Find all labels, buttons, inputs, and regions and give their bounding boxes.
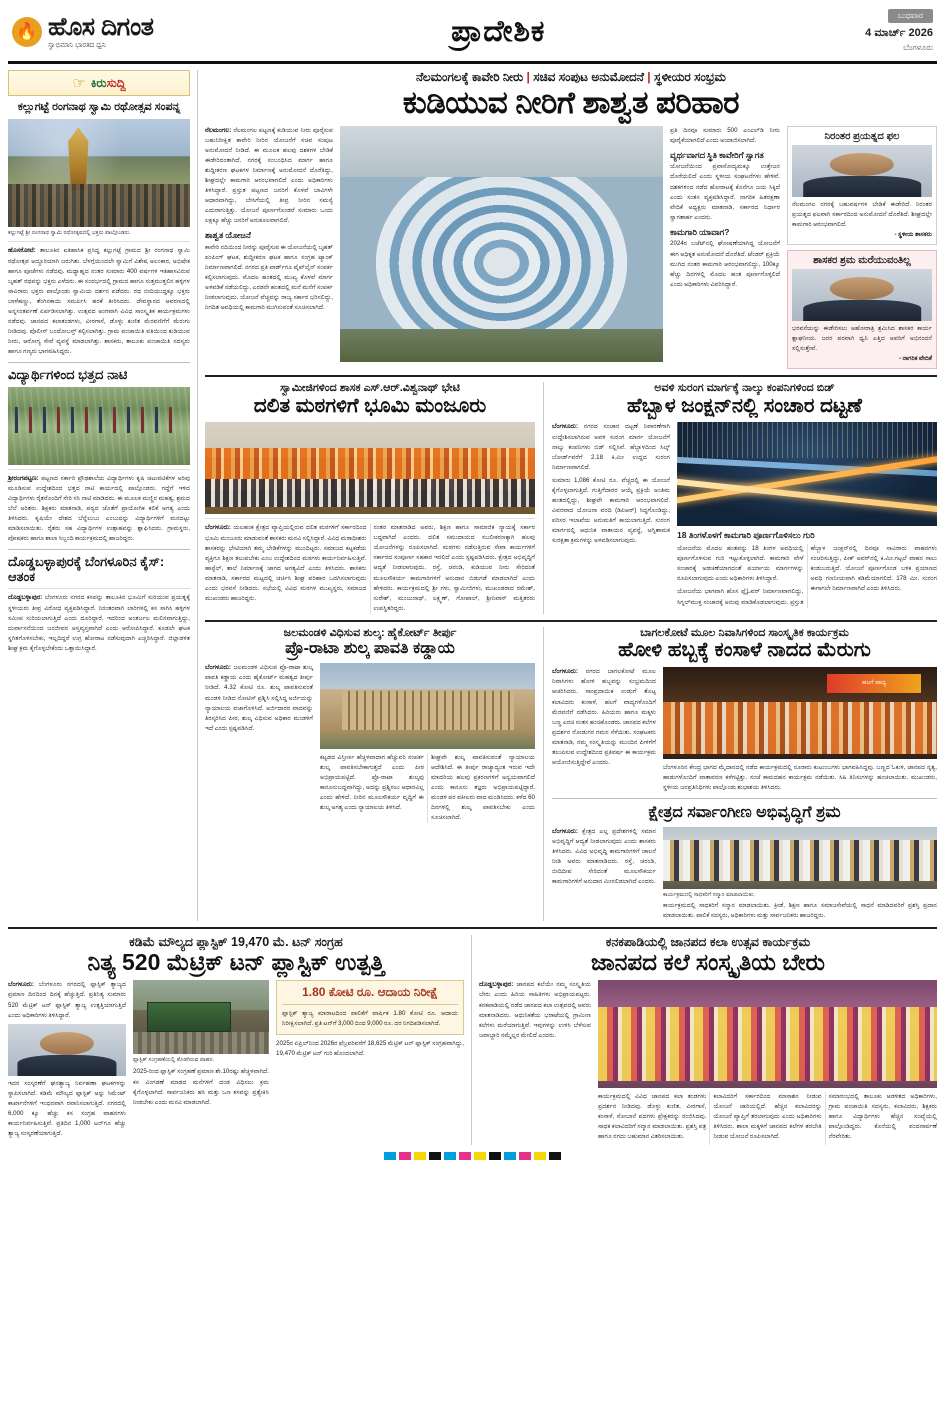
sidebar-story-paddy-headline: ವಿದ್ಯಾರ್ಥಿಗಳಿಂದ ಭತ್ತದ ನಾಟಿ [8,366,128,382]
kirusuddi-label-1: ಕಿರು [90,75,107,90]
truck-photo-caption: ಪ್ಲಾಸ್ಟಿಕ್ ಸಂಗ್ರಹಣೆಯಲ್ಲಿ ತೊಡಗಿರುವ ವಾಹನ. [133,1057,215,1064]
sidebar-story-paddy-body [8,474,190,545]
dateline: ಬೆಂಗಳೂರು: [552,827,578,835]
body-copy-3: ಕಲಾವಿದರಿಗೆ ಸರ್ಕಾರದಿಂದ ಮಾಸಾಶನ ನೀಡುವ ಯೋಜನೆ ಜಾರಿಯಲ್ಲಿದೆ. ಹೆಚ್ಚಿನ ಕಲಾವಿದರನ್ನು ಯೋಜನೆ ವ್ಯಾಪ್ತಿಗೆ ತರಲಾಗುವುದು ಎಂದು ಅಧಿಕಾರಿಗಳು ತಿಳಿಸಿದರು. ಶಾಲಾ ಮಕ್ಕಳಿಗೆ ಜಾನಪದ ಕಲೆಗಳ ತರಬೇತಿ ನೀಡುವ ಯೋಜನೆ ರೂಪಿಸಲಾಗಿದೆ. [713,1093,822,1141]
story-court [205,627,535,922]
temple-photo-caption: ಕಲ್ಲುಗಟ್ಟೆ ಶ್ರೀ ರಂಗನಾಥ ಸ್ವಾಮಿ ರಥೋತ್ಸವದಲ್ಲಿ ಭಕ್ತರು ಪಾಲ್ಗೊಂಡರು. [8,229,131,236]
body-copy-2: ಕಾವೇರಿ ನದಿಯಿಂದ ನೀರನ್ನು ಪೂರೈಸುವ ಈ ಯೋಜನೆಯಲ್ಲಿ ಬೃಹತ್ ಪಂಪಿಂಗ್ ಘಟಕ, ಶುದ್ಧೀಕರಣ ಘಟಕ ಹಾಗೂ ಸಂಗ್ರಹ ಟ್ಯಾಂಕ್ ನಿರ್ಮಾಣವಾಗಲಿದೆ. ನಗರದ ಪ್ರತಿ ವಾರ್ಡ್‌ಗೂ ಪೈಪ್‌ಲೈನ್ ಸಂಪರ್ಕ ಕಲ್ಪಿಸಲಾಗುವುದು. ಮೊದಲ ಹಂತದಲ್ಲಿ ಮುಖ್ಯ ಕೊಳವೆ ಮಾರ್ಗ ಅಳವಡಿಕೆ ನಡೆಯಲಿದ್ದು, ಎರಡನೇ ಹಂತದಲ್ಲಿ ಮನೆ ಮನೆಗೆ ಸಂಪರ್ಕ ನೀಡಲಾಗುವುದು. ಯೋಜನೆ ವೆಚ್ಚವನ್ನು ರಾಜ್ಯ ಸರ್ಕಾರ ಭರಿಸಲಿದ್ದು, ನಿಗದಿತ ಅವಧಿಯಲ್ಲಿ ಕಾಮಗಾರಿ ಮುಗಿಸುವಂತೆ ಸೂಚಿಸಲಾಗಿದೆ. [205,244,333,312]
story-plastic-col-1 [8,980,126,1139]
weekday-badge: ಬುಧವಾರ [888,9,933,23]
stage-banner-text: ಹಲಗೆ ವಾದ್ಯ [827,674,920,692]
lead-subhead-3: ಕಾಮಗಾರಿ ಯಾವಾಗ? [670,226,730,237]
story-dalit [205,382,535,614]
expert-portrait-photo [8,1024,126,1076]
masthead [8,6,937,64]
flame-logo-icon: 🔥 [12,17,42,47]
leader-portrait-photo [792,269,932,321]
second-row [205,382,937,614]
swamijis-group-photo [205,422,535,514]
registration-color-chip [504,1152,516,1160]
official-portrait-photo [792,145,932,197]
story-holi-wrap [552,627,937,922]
main-content [205,70,937,921]
story-kshetra-kicker: ಕ್ಷೇತ್ರದ ಸರ್ವಾಂಗೀಣ ಅಭಿವೃದ್ಧಿಗೆ ಶ್ರಮ [648,804,841,822]
story-flyover-photo-block [677,422,937,607]
newspaper-tagline: ಸ್ವಾಭಿಮಾನಿ ಭಾರತದ ಧ್ವನಿ [48,41,106,49]
kirusuddi-banner [8,70,190,96]
story-plastic-kicker: ಕಡಿಮೆ ಮೌಲ್ಯದ ಪ್ಲಾಸ್ಟಿಕ್ 19,470 ಮೆ. ಟನ್ ಸಂಗ್ರಹ [129,935,343,950]
story-court-headline: ಪ್ರೊ-ರಾಟಾ ಶುಲ್ಕ ಪಾವತಿ ಕಡ್ಡಾಯ [285,640,455,658]
body-copy-2: ಕಾರ್ಯಕ್ರಮದಲ್ಲಿ ವಿವಿಧ ಜಾನಪದ ಕಲಾ ತಂಡಗಳು ಪ್ರದರ್ಶನ ನೀಡಿದವು. ಡೊಳ್ಳು ಕುಣಿತ, ವೀರಗಾಸೆ, ಕಂಸಾಳೆ, ಸೋಬಾನೆ ಪದಗಳು ಪ್ರೇಕ್ಷಕರನ್ನು ರಂಜಿಸಿದವು. ಸಾಧಕ ಕಲಾವಿದರಿಗೆ ಸನ್ಮಾನ ಮಾಡಲಾಯಿತು. ಪ್ರಶಸ್ತಿ ಪತ್ರ ಹಾಗೂ ನಗದು ಬಹುಮಾನ ವಿತರಿಸಲಾಯಿತು. [598,1093,707,1141]
story-holi-col-2: ಬೆಂಗಳೂರಿನ ಕೇಂದ್ರ ಭಾಗದ ಮೈದಾನದಲ್ಲಿ ನಡೆದ ಕಾರ್ಯಕ್ರಮದಲ್ಲಿ ನೂರಾರು ಕುಟುಂಬಗಳು ಭಾಗವಹಿಸಿದ್ದವು. ಬಣ್ಣದ ಓಕುಳಿ, ಜಾನಪದ ನೃತ್ಯ, ಹಾಡುಗಳೊಂದಿಗೆ ವಾತಾವರಣ ಕಳೆಗಟ್ಟಿತ್ತು. ಸಂಜೆ ಕಾಮದಹನ ಕಾರ್ಯಕ್ರಮ ನಡೆಯಿತು. ಸಿಹಿ ತಿನಿಸುಗಳನ್ನು ಹಂಚಲಾಯಿತು. ಮುಖಂಡರು, ಸ್ಥಳೀಯ ಜನಪ್ರತಿನಿಧಿಗಳು ಪಾಲ್ಗೊಂಡು ಶುಭಾಶಯ ತಿಳಿಸಿದರು. [663,764,937,792]
dateline: ನೆಲಮಂಗಲ: [205,126,232,134]
lead-col-1 [205,126,333,369]
registration-color-chip [489,1152,501,1160]
eyebrow-item-2: ಸಚಿವ ಸಂಪುಟ ಅನುಮೋದನೆ [533,70,644,84]
registration-color-chip [384,1152,396,1160]
body-copy-3: ಶೀಘ್ರವೇ ಶುಲ್ಕ ಪಾವತಿಸುವಂತೆ ನ್ಯಾಯಾಲಯ ಆದೇಶಿಸಿದೆ. ಈ ತೀರ್ಪು ರಾಜ್ಯಾದ್ಯಂತ ಇರುವ ಇದೇ ಮಾದರಿಯ ಹಲವು ಪ್ರಕರಣಗಳಿಗೆ ಅನ್ವಯವಾಗಲಿದೆ ಎಂದು ಕಾನೂನು ತಜ್ಞರು ಅಭಿಪ್ರಾಯಪಟ್ಟಿದ್ದಾರೆ. ಮಂಡಳಿ ಪರ ವಕೀಲರು ವಾದ ಮಂಡಿಸಿದರು. ಕಳೆದ 60 ದಿನಗಳಲ್ಲಿ ಶುಲ್ಕ ಪಾವತಿಸಬೇಕು ಎಂದು ಸೂಚಿಸಲಾಗಿದೆ. [431,754,535,822]
temple-chariot-photo [8,119,190,227]
body-copy-2: ನಂತರ ಮಾತನಾಡಿದ ಅವರು, ಶಿಕ್ಷಣ ಹಾಗೂ ಸಾಮಾಜಿಕ ನ್ಯಾಯಕ್ಕೆ ಸರ್ಕಾರ ಬದ್ಧವಾಗಿದೆ ಎಂದರು. ದಲಿತ ಸಮುದಾಯದ ಸಬಲೀಕರಣಕ್ಕಾಗಿ ಹಲವು ಯೋಜನೆಗಳನ್ನು ರೂಪಿಸಲಾಗಿದೆ. ಮಠಗಳು ನಡೆಸುತ್ತಿರುವ ಸೇವಾ ಕಾರ್ಯಗಳಿಗೆ ಸರ್ಕಾರದ ಸಂಪೂರ್ಣ ಸಹಕಾರ ಇರಲಿದೆ ಎಂದು ಸ್ಪಷ್ಟಪಡಿಸಿದರು. ಕ್ಷೇತ್ರದ ಅಭಿವೃದ್ಧಿಗೆ ಆದ್ಯತೆ ನೀಡಲಾಗುವುದು. ರಸ್ತೆ, ಚರಂಡಿ, ಕುಡಿಯುವ ನೀರು ಸೇರಿದಂತೆ ಮೂಲಸೌಕರ್ಯ ಕಾಮಗಾರಿಗಳಿಗೆ ಅನುದಾನ ಬಿಡುಗಡೆ ಮಾಡಲಾಗಿದೆ ಎಂದು ಹೇಳಿದರು. ಕಾರ್ಯಕ್ರಮದಲ್ಲಿ ಶ್ರೀ ಗಳು, ಸ್ವಾಮೀಜಿಗಳು, ಮುಖಂಡರಾದ ರಮೇಶ್, ಸುರೇಶ್, ಮಂಜುನಾಥ್, ಲಕ್ಷ್ಮಣ್, ಗೋಪಾಲ್, ಶ್ರೀನಿವಾಸ್ ಮತ್ತಿತರರು ಉಪಸ್ಥಿತರಿದ್ದರು. [373,524,535,612]
page-main-grid [8,70,937,921]
dateline: ಬೆಂಗಳೂರು: [205,524,231,532]
revenue-inset-title: 1.80 ಕೋಟಿ ರೂ. ಆದಾಯ ನಿರೀಕ್ಷೆ [302,985,438,1000]
registration-color-chip [549,1152,561,1160]
story-dalit-body [205,523,535,613]
sidebar-story-temple [8,101,190,357]
body-copy-4: ಸಮಾರಂಭದಲ್ಲಿ ತಾಲೂಕು ಆಡಳಿತದ ಅಧಿಕಾರಿಗಳು, ಗ್ರಾಮ ಪಂಚಾಯಿತಿ ಸದಸ್ಯರು, ಕಲಾವಿದರು, ಶಿಕ್ಷಕರು ಹಾಗೂ ವಿದ್ಯಾರ್ಥಿಗಳು ಹೆಚ್ಚಿನ ಸಂಖ್ಯೆಯಲ್ಲಿ ಪಾಲ್ಗೊಂಡಿದ್ದರು. ಕೊನೆಯಲ್ಲಿ ವಂದನಾರ್ಪಣೆ ನೆರವೇರಿತು. [828,1093,937,1141]
story-janapada-headline: ಜಾನಪದ ಕಲೆ ಸಂಸ್ಕೃತಿಯ ಬೇರು [591,949,825,976]
issue-date: 4 ಮಾರ್ಚ್ 2026 [865,27,933,40]
body-copy-1b: ಸುಮಾರು 1,086 ಕೋಟಿ ರೂ. ವೆಚ್ಚದಲ್ಲಿ ಈ ಯೋಜನೆ ಕೈಗೊಳ್ಳಲಾಗುತ್ತಿದೆ. ಗುತ್ತಿಗೆದಾರರ ಆಯ್ಕೆ ಪ್ರಕ್ರಿಯೆ ಅಂತಿಮ ಹಂತದಲ್ಲಿದ್ದು, ಶೀಘ್ರವೇ ಕಾಮಗಾರಿ ಆರಂಭವಾಗಲಿದೆ. ವಿವರವಾದ ಯೋಜನಾ ವರದಿ (ಡಿಪಿಆರ್) ಸಿದ್ಧಗೊಂಡಿದ್ದು, ಪರಿಸರ ಇಲಾಖೆಯ ಅನುಮತಿಗೆ ಕಾಯಲಾಗುತ್ತಿದೆ. ಸುರಂಗ ಮಾರ್ಗದಲ್ಲಿ ಆಧುನಿಕ ವಾತಾಯನ ವ್ಯವಸ್ಥೆ, ಅಗ್ನಿಶಾಮಕ ಸುರಕ್ಷತಾ ಕ್ರಮಗಳನ್ನು ಅಳವಡಿಸಲಾಗುವುದು. [552,476,670,545]
quote-box-official-byline: - ಸ್ಥಳೀಯ ಶಾಸಕರು [894,230,932,238]
print-registration-bars [8,1152,937,1160]
story-holi-kicker: ಬಾಗಲಕೋಟೆ ಮೂಲ ನಿವಾಸಿಗಳಿಂದ ಸಾಂಸ್ಕೃತಿಕ ಕಾರ್ಯಕ್ರಮ [640,626,849,639]
body-copy: ನೆಲಮಂಗಲ ಪಟ್ಟಣಕ್ಕೆ ಕುಡಿಯುವ ನೀರು ಪೂರೈಸುವ ಬಹುನಿರೀಕ್ಷಿತ ಕಾವೇರಿ ನೀರಿನ ಯೋಜನೆಗೆ ಸಚಿವ ಸಂಪುಟ ಅನುಮೋದನೆ ನೀಡಿದೆ. ಈ ಮೂಲಕ ಹಲವು ದಶಕಗಳ ಬೇಡಿಕೆ ಈಡೇರಿದಂತಾಗಿದೆ. ನಗರಕ್ಕೆ ಸಂಬಂಧಿಸಿದ ಮಾರ್ಗ ಹಾಗೂ ಶುದ್ಧೀಕರಣ ಘಟಕಗಳ ನಿರ್ಮಾಣಕ್ಕೆ ಅನುಮೋದನೆ ದೊರೆತಿದ್ದು, ಶೀಘ್ರದಲ್ಲೇ ಕಾಮಗಾರಿ ಆರಂಭವಾಗಲಿದೆ ಎಂದು ಅಧಿಕಾರಿಗಳು ತಿಳಿಸಿದ್ದಾರೆ. ಪ್ರಸ್ತುತ ಪಟ್ಟಣದ ಜನರಿಗೆ ಕೊಳವೆ ಬಾವಿಗಳೇ ಆಧಾರವಾಗಿದ್ದು, ಬೇಸಿಗೆಯಲ್ಲಿ ತೀವ್ರ ನೀರಿನ ಸಮಸ್ಯೆ ಎದುರಾಗುತ್ತಿತ್ತು. ಯೋಜನೆ ಪೂರ್ಣಗೊಂಡರೆ ಸುಮಾರು ಒಂದು ಲಕ್ಷಕ್ಕೂ ಹೆಚ್ಚು ಜನರಿಗೆ ಅನುಕೂಲವಾಗಲಿದೆ. [205,126,334,225]
dateline: ಬೆಂಗಳೂರು: [552,423,578,431]
dateline: ಹೊಸಕೋಟೆ: [8,247,36,255]
holi-stage-program-photo [663,667,937,759]
quote-box-leader-title: ಶಾಸಕರ ಶ್ರಮ ಮರೆಯುವಂತಿಲ್ಲ [813,254,911,266]
registration-color-chip [444,1152,456,1160]
dateline: ಶ್ರೀರಂಗಪಟ್ಟಣ: [8,474,39,482]
quote-box-leader-text: ಭರವಸೆಯನ್ನು ಈಡೇರಿಸಲು ಅಹೋರಾತ್ರಿ ಶ್ರಮಿಸಿದ ಶಾಸಕರ ಕಾರ್ಯ ಶ್ಲಾಘನೀಯ. ಜನರ ಪರವಾಗಿ ಧ್ವನಿ ಎತ್ತಿದ ಅವರಿಗೆ ಅಭಿನಂದನೆ ಸಲ್ಲಿಸುತ್ತೇವೆ. [792,324,932,352]
revenue-inset-box [276,980,464,1035]
body-copy-2: ಯೋಜನೆಯ ಮೊದಲ ಹಂತವನ್ನು 18 ತಿಂಗಳ ಅವಧಿಯಲ್ಲಿ ಪೂರ್ಣಗೊಳಿಸುವ ಗುರಿ ಇಟ್ಟುಕೊಳ್ಳಲಾಗಿದೆ. ಕಾಮಗಾರಿ ವೇಳೆ ಸಂಚಾರಕ್ಕೆ ಅಡಚಣೆಯಾಗದಂತೆ ಪರ್ಯಾಯ ಮಾರ್ಗಗಳನ್ನು ರೂಪಿಸಲಾಗುವುದು ಎಂದು ಅಧಿಕಾರಿಗಳು ತಿಳಿಸಿದ್ದಾರೆ. [677,545,804,583]
quote-box-official-title: ನಿರಂತರ ಪ್ರಯತ್ನದ ಫಲ [824,130,900,142]
story-flyover-headline: ಹೆಬ್ಬಾಳ ಜಂಕ್ಷನ್‌ನಲ್ಲಿ ಸಂಚಾರ ದಟ್ಟಣೆ [627,394,862,417]
registration-color-chip [474,1152,486,1160]
story-dalit-kicker: ಸ್ವಾಮೀಜಿಗಳಿಂದ ಶಾಸಕ ಎಸ್.ಆರ್.ವಿಶ್ವನಾಥ್ ಭೇಟಿ [280,381,460,394]
body-copy-1: ಬೆಂಗಳೂರು ನಗರದಲ್ಲಿ ಪ್ಲಾಸ್ಟಿಕ್ ತ್ಯಾಜ್ಯದ ಪ್ರಮಾಣ ದಿನದಿಂದ ದಿನಕ್ಕೆ ಹೆಚ್ಚುತ್ತಿದೆ. ಪ್ರತಿನಿತ್ಯ ಸುಮಾರು 520 ಮೆಟ್ರಿಕ್ ಟನ್ ಪ್ಲಾಸ್ಟಿಕ್ ತ್ಯಾಜ್ಯ ಉತ್ಪತ್ತಿಯಾಗುತ್ತಿದೆ ಎಂದು ಅಧಿಕಾರಿಗಳು ತಿಳಿಸಿದ್ದಾರೆ. [8,981,126,1019]
body-copy: ಪಟ್ಟಣದ ಸರ್ಕಾರಿ ಪ್ರೌಢಶಾಲೆಯ ವಿದ್ಯಾರ್ಥಿಗಳು ಕೃಷಿ ಚಟುವಟಿಕೆಗಳ ಅರಿವು ಮೂಡಿಸುವ ಉದ್ದೇಶದಿಂದ ಭತ್ತದ ನಾಟಿ ಕಾರ್ಯದಲ್ಲಿ ಪಾಲ್ಗೊಂಡರು. ಗದ್ದೆಗೆ ಇಳಿದ ವಿದ್ಯಾರ್ಥಿಗಳು ರೈತರೊಂದಿಗೆ ಸೇರಿ ಸಸಿ ನಾಟಿ ಮಾಡಿದರು. ಈ ಮೂಲಕ ಮಣ್ಣಿನ ಮಹತ್ವ, ಶ್ರಮದ ಬೆಲೆ ಅರಿತರು. ಶಿಕ್ಷಕರು ಮಾತನಾಡಿ, ಪಠ್ಯದ ಜೊತೆಗೆ ಪ್ರಾಯೋಗಿಕ ಕಲಿಕೆ ಅಗತ್ಯ ಎಂದು ತಿಳಿಸಿದರು. ಕೃಷಿಯೇ ದೇಶದ ಬೆನ್ನೆಲುಬು ಎಂಬುದನ್ನು ವಿದ್ಯಾರ್ಥಿಗಳಿಗೆ ಮನದಟ್ಟು ಮಾಡಿಸಲಾಯಿತು. ರೈತರು ಸಹ ವಿದ್ಯಾರ್ಥಿಗಳ ಉತ್ಸಾಹವನ್ನು ಶ್ಲಾಘಿಸಿದರು. ಗ್ರಾಮಸ್ಥರು, ಪೋಷಕರು ಹಾಗೂ ಶಾಲಾ ಸಿಬ್ಬಂದಿ ಕಾರ್ಯಕ್ರಮದಲ್ಲಿ ಹಾಜರಿದ್ದರು. [8,474,190,543]
body-copy-3: ಯೋಜನೆಯ ಭಾಗವಾಗಿ ಹೊಸ ಫ್ಲೈಓವರ್ ನಿರ್ಮಾಣವಾಗಲಿದ್ದು, ಸಿಗ್ನಲ್‌ಮುಕ್ತ ಸಂಚಾರಕ್ಕೆ ಅನುವು ಮಾಡಿಕೊಡಲಾಗುವುದು. ಪ್ರಸ್ತುತ ಹೆಬ್ಬಾಳ ಜಂಕ್ಷನ್‌ನಲ್ಲಿ ದಿನವೂ ಸಾವಿರಾರು ವಾಹನಗಳು ಸಂಚರಿಸುತ್ತಿದ್ದು, ಪೀಕ್ ಅವರ್‌ನಲ್ಲಿ ಕಿ.ಮೀ.ಗಟ್ಟಲೆ ವಾಹನ ಸಾಲು ಕಂಡುಬರುತ್ತಿದೆ. ಯೋಜನೆ ಪೂರ್ಣಗೊಂಡ ಬಳಿಕ ಪ್ರಯಾಣದ ಅವಧಿ ಗಣನೀಯವಾಗಿ ಕಡಿಮೆಯಾಗಲಿದೆ. 178 ಮೀ. ಸುರಂಗ ಈಗಾಗಲೇ ನಿರ್ಮಾಣವಾಗಿದೆ ಎಂದು ತಿಳಿಸಿದರು. [677,545,937,606]
dateline: ಬೆಂಗಳೂರು: [8,981,34,989]
story-holi-col-1 [552,667,656,793]
water-treatment-plant-photo [340,126,663,362]
newspaper-title: ಹೊಸ ದಿಗಂತ [48,12,154,41]
pointing-hand-icon: ☞ [72,75,86,92]
body-copy: ತಾಲೂಕಿನ ಐತಿಹಾಸಿಕ ಪ್ರಸಿದ್ಧ ಕಲ್ಲುಗಟ್ಟೆ ಗ್ರಾಮದ ಶ್ರೀ ರಂಗನಾಥ ಸ್ವಾಮಿ ರಥೋತ್ಸವ ಅದ್ಧೂರಿಯಾಗಿ ಜರುಗಿತು. ಬೆಳಗ್ಗೆಯಿಂದಲೇ ಸ್ವಾಮಿಗೆ ವಿಶೇಷ ಅಲಂಕಾರ, ಅಭಿಷೇಕ ಹಾಗೂ ಪೂಜೆಗಳು ನಡೆದವು. ಮಧ್ಯಾಹ್ನದ ನಂತರ ಸುಮಾರು 400 ವರ್ಷಗಳ ಇತಿಹಾಸವಿರುವ ಬೃಹತ್ ರಥವನ್ನು ಭಕ್ತರು ಎಳೆದರು. ಈ ಸಂದರ್ಭದಲ್ಲಿ ಗ್ರಾಮದ ಹಾಗೂ ಸುತ್ತಮುತ್ತಲಿನ ಹಳ್ಳಿಗಳ ಸಾವಿರಾರು ಭಕ್ತರು ಪಾಲ್ಗೊಂಡು ಸ್ವಾಮಿಯ ದರ್ಶನ ಪಡೆದರು. ರಥ ಬೀದಿಯುದ್ದಕ್ಕೂ ಭಕ್ತರು ಬಾಳೆಹಣ್ಣು, ತೆಂಗಿನಕಾಯಿ ಸಮರ್ಪಿಸಿ ಹರಕೆ ತೀರಿಸಿದರು. ದೇವಸ್ಥಾನದ ಆವರಣದಲ್ಲಿ ಅನ್ನಸಂತರ್ಪಣೆ ಏರ್ಪಡಿಸಲಾಗಿತ್ತು. ಉತ್ಸವದ ಅಂಗವಾಗಿ ವಿವಿಧ ಸಾಂಸ್ಕೃತಿಕ ಕಾರ್ಯಕ್ರಮಗಳು ನಡೆದವು. ಜಾನಪದ ಕಲಾತಂಡಗಳು, ವೀರಗಾಸೆ, ಡೊಳ್ಳು ಕುಣಿತ ಮೆರವಣಿಗೆಗೆ ಮೆರುಗು ನೀಡಿದವು. ಪೊಲೀಸ್ ಬಂದೋಬಸ್ತ್ ಕಲ್ಪಿಸಲಾಗಿತ್ತು. ಗ್ರಾಮ ಪಂಚಾಯಿತಿ ವತಿಯಿಂದ ಕುಡಿಯುವ ನೀರು, ಆರೋಗ್ಯ ಸೇವೆ ವ್ಯವಸ್ಥೆ ಮಾಡಲಾಗಿತ್ತು. ಶಾಸಕರು, ತಾಲೂಕು ಪಂಚಾಯಿತಿ ಸದಸ್ಯರು ಹಾಗೂ ಗಣ್ಯರು ಭಾಗವಹಿಸಿದ್ದರು. [8,247,191,355]
dateline: ದೊಡ್ಡಬಳ್ಳಾಪುರ: [8,594,43,602]
story-janapada-kicker: ಕನಕಪಾಡಿಯಲ್ಲಿ ಜಾನಪದ ಕಲಾ ಉತ್ಸವ ಕಾರ್ಯಕ್ರಮ [605,935,811,950]
paddy-planting-photo [8,387,190,465]
dateline: ಬೆಂಗಳೂರು: [205,664,231,672]
sidebar-story-garbage-headline: ದೊಡ್ಡಬಳ್ಳಾಪುರಕ್ಕೆ ಬೆಂಗಳೂರಿನ ಕೈಸ್: ಆತಂಕ [8,554,165,584]
folk-art-award-photo [598,980,937,1088]
registration-color-chip [459,1152,471,1160]
quote-box-leader [787,250,937,369]
lead-story-eyebrow: ನೆಲಮಂಗಲಕ್ಕೆ ಕಾವೇರಿ ನೀರು | ಸಚಿವ ಸಂಪುಟ ಅನುಮೋದನೆ | ಸ್ಥಳೀಯರ ಸಂಭ್ರಮ [416,70,726,84]
award-photo-caption: ಕಾರ್ಯಕ್ರಮದಲ್ಲಿ ಸಾಧಕರಿಗೆ ಸನ್ಮಾನ ಮಾಡಲಾಯಿತು. [663,891,755,898]
story-court-col-1 [205,663,313,823]
story-flyover-col-1 [552,422,670,607]
sidebar-story-temple-headline: ಕಲ್ಲುಗಟ್ಟೆ ರಂಗನಾಥ ಸ್ವಾಮಿ ರಥೋತ್ಸವ ಸಂಪನ್ನ [17,101,181,113]
registration-color-chip [519,1152,531,1160]
story-court-kicker: ಜಲಮಂಡಳಿ ವಿಧಿಸುವ ಶುಲ್ಕ: ಹೈಕೋರ್ಟ್ ತೀರ್ಪು [283,626,457,639]
body-copy-1: ಯಲಹಂಕ ಕ್ಷೇತ್ರದ ವ್ಯಾಪ್ತಿಯಲ್ಲಿರುವ ದಲಿತ ಮಠಗಳಿಗೆ ಸರ್ಕಾರದಿಂದ ಭೂಮಿ ಮಂಜೂರು ಮಾಡುವಂತೆ ಶಾಸಕರು ಮನವಿ ಸಲ್ಲಿಸಿದ್ದಾರೆ. ವಿವಿಧ ಮಠಾಧೀಶರು ಶಾಸಕರನ್ನು ಭೇಟಿಯಾಗಿ ತಮ್ಮ ಬೇಡಿಕೆಗಳನ್ನು ಮುಂದಿಟ್ಟರು. ಸಮಾಜದ ಕಟ್ಟಕಡೆಯ ವ್ಯಕ್ತಿಗೂ ಶಿಕ್ಷಣ ತಲುಪಬೇಕು ಎಂಬ ಉದ್ದೇಶದಿಂದ ಮಠಗಳು ಕಾರ್ಯನಿರ್ವಹಿಸುತ್ತಿವೆ. ಹಾಸ್ಟೆಲ್, ಶಾಲೆ ನಿರ್ಮಾಣಕ್ಕೆ ಜಾಗದ ಅಗತ್ಯವಿದೆ ಎಂದು ತಿಳಿಸಿದರು. ಶಾಸಕರು ಮಾತನಾಡಿ, ಸರ್ಕಾರದ ಮಟ್ಟದಲ್ಲಿ ಚರ್ಚಿಸಿ ಶೀಘ್ರ ಪರಿಹಾರ ಒದಗಿಸಲಾಗುವುದು ಎಂದು ಭರವಸೆ ನೀಡಿದರು. ಸಭೆಯಲ್ಲಿ ವಿವಿಧ ಮಠಗಳ ಮುಖ್ಯಸ್ಥರು, ಸಮಾಜದ ಮುಖಂಡರು ಹಾಜರಿದ್ದರು. [205,524,367,602]
quote-box-official [787,126,937,245]
lead-story [205,70,937,369]
left-sidebar [8,70,190,921]
newspaper-logo[interactable] [12,12,154,49]
story-plastic-headline: ನಿತ್ಯ 520 ಮೆಟ್ರಿಕ್ ಟನ್ ಪ್ಲಾಸ್ಟಿಕ್ ಉತ್ಪತ್ತಿ [87,949,385,976]
sidebar-story-garbage [8,555,190,654]
story-dalit-headline: ದಲಿತ ಮಠಗಳಿಗೆ ಭೂಮಿ ಮಂಜೂರು [253,394,487,417]
sidebar-story-garbage-body [8,593,190,654]
story-kshetra-col-1 [552,827,656,921]
lead-story-headline: ಕುಡಿಯುವ ನೀರಿಗೆ ಶಾಶ್ವತ ಪರಿಹಾರ [402,85,740,120]
story-kshetra-col-2: ಕಾರ್ಯಕ್ರಮದಲ್ಲಿ ಸಾಧಕರಿಗೆ ಸನ್ಮಾನ ಮಾಡಲಾಯಿತು. ಕ್ರೀಡೆ, ಶಿಕ್ಷಣ ಹಾಗೂ ಸಮಾಜಸೇವೆಯಲ್ಲಿ ಸಾಧನೆ ಮಾಡಿದವರಿಗೆ ಪ್ರಶಸ್ತಿ ಪ್ರದಾನ ಮಾಡಲಾಯಿತು. ಪಾಲಿಕೆ ಸದಸ್ಯರು, ಅಧಿಕಾರಿಗಳು ಮತ್ತು ಸಾರ್ವಜನಿಕರು ಹಾಜರಿದ್ದರು. [663,902,937,920]
bottom-row [8,935,937,1145]
story-holi-headline: ಹೋಳಿ ಹಬ್ಬಕ್ಕೆ ಕಂಸಾಳೆ ನಾದದ ಮೆರುಗು [618,639,871,662]
registration-color-chip [429,1152,441,1160]
body-copy-1: ಕ್ಷೇತ್ರದ ಎಲ್ಲ ಪ್ರದೇಶಗಳಲ್ಲಿ ಸಮಾನ ಅಭಿವೃದ್ಧಿಗೆ ಆದ್ಯತೆ ನೀಡಲಾಗುವುದು ಎಂದು ಶಾಸಕರು ತಿಳಿಸಿದರು. ವಿವಿಧ ಅಭಿವೃದ್ಧಿ ಕಾಮಗಾರಿಗಳಿಗೆ ಚಾಲನೆ ನೀಡಿ ಅವರು ಮಾತನಾಡಿದರು. ರಸ್ತೆ, ಚರಂಡಿ, ಬೀದಿದೀಪ ಸೇರಿದಂತೆ ಮೂಲಸೌಕರ್ಯ ಕಾಮಗಾರಿಗಳಿಗೆ ಅನುದಾನ ಮೀಸಲಿಡಲಾಗಿದೆ ಎಂದರು. [552,827,657,886]
page-section-title: ಪ್ರಾದೇಶಿಕ [451,14,546,48]
story-flyover-kicker: ಅವಳಿ ಸುರಂಗ ಮಾರ್ಗಕ್ಕೆ ನಾಲ್ಕು ಕಂಪನಿಗಳಿಂದ ಬಿಡ್ [654,381,835,394]
award-ceremony-photo [663,827,937,889]
body-copy: ಬೆಂಗಳೂರು ನಗರದ ಕಸವನ್ನು ತಾಲೂಕಿನ ಭೂಮಿಗೆ ಸುರಿಯುವ ಪ್ರಯತ್ನಕ್ಕೆ ಸ್ಥಳೀಯರು ತೀವ್ರ ವಿರೋಧ ವ್ಯಕ್ತಪಡಿಸಿದ್ದಾರೆ. ನಿರಂತರವಾಗಿ ಲಾರಿಗಳಲ್ಲಿ ಕಸ ಸಾಗಿಸಿ ಹಳ್ಳಿಗಳ ಸಮೀಪ ಸುರಿಯಲಾಗುತ್ತಿದೆ ಎಂದು ದೂರಿದ್ದಾರೆ. ಇದರಿಂದ ಅಂತರ್ಜಲ ಮಲಿನವಾಗುತ್ತಿದ್ದು, ದುರ್ವಾಸನೆಯಿಂದ ಜನಜೀವನ ಅಸ್ತವ್ಯಸ್ತವಾಗಿದೆ ಎಂದು ಆರೋಪಿಸಿದ್ದಾರೆ. ಕೂಡಲೇ ಘಟಕ ಸ್ಥಗಿತಗೊಳಿಸಬೇಕು, ಇಲ್ಲದಿದ್ದರೆ ಉಗ್ರ ಹೋರಾಟ ನಡೆಸುವುದಾಗಿ ಎಚ್ಚರಿಸಿದ್ದಾರೆ. ಜಿಲ್ಲಾಡಳಿತ ಶೀಘ್ರ ಕ್ರಮ ಕೈಗೊಳ್ಳಬೇಕೆಂದು ಒತ್ತಾಯಿಸಿದ್ದಾರೆ. [8,594,190,652]
revenue-inset-body: ಪ್ಲಾಸ್ಟಿಕ್ ತ್ಯಾಜ್ಯ ಮಾರಾಟದಿಂದ ಪಾಲಿಕೆಗೆ ವಾರ್ಷಿಕ 1.80 ಕೋಟಿ ರೂ. ಆದಾಯ ನಿರೀಕ್ಷಿಸಲಾಗಿದೆ. ಪ್ರತಿ ಟನ್‌ಗೆ 3,000 ದಿಂದ 9,000 ರೂ. ದರ ನಿಗದಿಪಡಿಸಲಾಗಿದೆ. [282,1009,458,1027]
body-copy-1: ಜಾನಪದ ಕಲೆಯೇ ನಮ್ಮ ಸಂಸ್ಕೃತಿಯ ಬೇರು ಎಂದು ಹಿರಿಯ ಸಾಹಿತಿಗಳು ಅಭಿಪ್ರಾಯಪಟ್ಟರು. ಕನಕಪಾಡಿಯಲ್ಲಿ ನಡೆದ ಜಾನಪದ ಕಲಾ ಉತ್ಸವದಲ್ಲಿ ಅವರು ಮಾತನಾಡಿದರು. ಆಧುನಿಕತೆಯ ಭರಾಟೆಯಲ್ಲಿ ಗ್ರಾಮೀಣ ಕಲೆಗಳು ಮರೆಯಾಗುತ್ತಿವೆ. ಇವುಗಳನ್ನು ಉಳಿಸಿ ಬೆಳೆಸುವ ಜವಾಬ್ದಾರಿ ನಮ್ಮೆಲ್ಲರ ಮೇಲಿದೆ ಎಂದರು. [479,981,592,1039]
registration-color-chip [534,1152,546,1160]
masthead-dateblock [843,9,933,54]
story-janapada [479,935,937,1145]
body-copy-1: ಜಲಮಂಡಳಿ ವಿಧಿಸುವ ಪ್ರೊ-ರಾಟಾ ಶುಲ್ಕ ಪಾವತಿ ಕಡ್ಡಾಯ ಎಂದು ಹೈಕೋರ್ಟ್ ಮಹತ್ವದ ತೀರ್ಪು ನೀಡಿದೆ. 4.32 ಕೋಟಿ ರೂ. ಶುಲ್ಕ ಪಾವತಿಸುವಂತೆ ಮಂಡಳಿ ನೀಡಿದ ನೋಟಿಸ್ ಪ್ರಶ್ನಿಸಿ ಸಲ್ಲಿಸಿದ್ದ ಅರ್ಜಿಯನ್ನು ನ್ಯಾಯಾಲಯ ವಜಾಗೊಳಿಸಿದೆ. ಅರ್ಜಿದಾರರ ವಾದವನ್ನು ತಿರಸ್ಕರಿಸಿದ ಪೀಠ, ಶುಲ್ಕ ವಿಧಿಸುವ ಅಧಿಕಾರ ಮಂಡಳಿಗೆ ಇದೆ ಎಂದು ಸ್ಪಷ್ಟಪಡಿಸಿದೆ. [205,664,313,732]
high-court-building-photo [320,663,535,749]
story-kshetra [552,804,937,921]
eyebrow-item-3: ಸ್ಥಳೀಯರ ಸಂಭ್ರಮ [653,70,726,84]
edition-place: ಬೆಂಗಳೂರು [903,42,933,52]
story-plastic-inset-col [276,980,464,1139]
body-copy-a: ಪ್ರತಿ ದಿನವೂ ಸುಮಾರು 500 ಎಂಎಲ್‌ಡಿ ನೀರು ಪೂರೈಕೆಯಾಗಲಿದೆ ಎಂದು ಅಂದಾಜಿಸಲಾಗಿದೆ. [670,126,780,144]
third-row [205,627,937,922]
body-copy-2: ಕಟ್ಟಡದ ವಿಸ್ತೀರ್ಣ ಹೆಚ್ಚಳವಾದಾಗ ಹೆಚ್ಚುವರಿ ಸಂಪರ್ಕ ಶುಲ್ಕ ಪಾವತಿಸಬೇಕಾಗುತ್ತದೆ ಎಂದು ಪೀಠ ಅಭಿಪ್ರಾಯಪಟ್ಟಿದೆ. ಪ್ರೊ-ರಾಟಾ ಶುಲ್ಕವು ಕಾನೂನುಬದ್ಧವಾಗಿದ್ದು, ಅದನ್ನು ಪ್ರಶ್ನಿಸಲು ಆಧಾರವಿಲ್ಲ ಎಂದು ಹೇಳಿದೆ. ನೀರಿನ ಮೂಲಸೌಕರ್ಯ ವೃದ್ಧಿಗೆ ಈ ಶುಲ್ಕ ಅಗತ್ಯ ಎಂದು ನ್ಯಾಯಾಲಯ ತಿಳಿಸಿದೆ. [320,754,424,812]
story-plastic [8,935,464,1145]
body-copy-b: ಯೋಜನೆಯಿಂದ ಪ್ರವಾಸೋದ್ಯಮಕ್ಕೂ ಉತ್ತೇಜನ ದೊರೆಯಲಿದೆ ಎಂದು ಸ್ಥಳೀಯ ಸಂಘಟನೆಗಳು ಹೇಳಿವೆ. ದಶಕಗಳಿಂದ ನಡೆದ ಹೋರಾಟಕ್ಕೆ ಕೊನೆಗೂ ಜಯ ಸಿಕ್ಕಿದೆ ಎಂದು ಸಂತಸ ವ್ಯಕ್ತಪಡಿಸಿದ್ದಾರೆ. ನಾಗರಿಕ ಹಿತರಕ್ಷಣಾ ವೇದಿಕೆ ಅಧ್ಯಕ್ಷರು ಮಾತನಾಡಿ, ಸರ್ಕಾರದ ನಿರ್ಧಾರ ಸ್ವಾಗತಾರ್ಹ ಎಂದರು. [670,163,780,221]
garbage-truck-photo [133,980,269,1054]
revenue-inset-footer: 2025ರ ಏಪ್ರಿಲ್‌ನಿಂದ 2026ರ ಫೆಬ್ರವರಿವರೆಗೆ 18,625 ಮೆಟ್ರಿಕ್ ಟನ್ ಪ್ಲಾಸ್ಟಿಕ್ ಸಂಗ್ರಹವಾಗಿದ್ದು, 19,470 ಮೆಟ್ರಿಕ್ ಟನ್ ಗುರಿ ಹೊಂದಲಾಗಿದೆ. [276,1039,464,1058]
story-plastic-col-2 [133,980,269,1139]
story-flyover [552,382,937,614]
quote-box-official-text: ನೆಲಮಂಗಲ ನಗರಕ್ಕೆ ಬಹುವರ್ಷಗಳ ಬೇಡಿಕೆ ಈಡೇರಿದೆ. ನಿರಂತರ ಪ್ರಯತ್ನದ ಫಲವಾಗಿ ಸರ್ಕಾರದಿಂದ ಅನುಮೋದನೆ ದೊರೆತಿದೆ. ಶೀಘ್ರದಲ್ಲೇ ಕಾಮಗಾರಿ ಆರಂಭವಾಗಲಿದೆ. [792,200,932,228]
lead-subhead-1: ಶಾಶ್ವತ ಯೋಜನೆ [205,230,251,241]
hebbal-flyover-night-photo [677,422,937,526]
sidebar-story-temple-body [8,246,190,357]
story-flyover-subhead: 18 ತಿಂಗಳೊಳಗೆ ಕಾಮಗಾರಿ ಪೂರ್ಣಗೊಳಿಸಲು ಗುರಿ [677,530,815,541]
eyebrow-item-1: ನೆಲಮಂಗಲಕ್ಕೆ ಕಾವೇರಿ ನೀರು [416,70,524,84]
lead-col-3 [670,126,780,369]
story-plastic-col-1b: ಇದರ ಸಂಸ್ಕರಣೆಗೆ ಘನತ್ಯಾಜ್ಯ ನಿರ್ವಹಣಾ ಘಟಕಗಳನ್ನು ಸ್ಥಾಪಿಸಲಾಗಿದೆ. ಕಡಿಮೆ ಮೌಲ್ಯದ ಪ್ಲಾಸ್ಟಿಕ್ ಅನ್ನು ಸಿಮೆಂಟ್ ಕಾರ್ಖಾನೆಗಳಿಗೆ ಇಂಧನವಾಗಿ ರವಾನಿಸಲಾಗುತ್ತಿದೆ. ನಗರದಲ್ಲಿ 6,000 ಕ್ಕೂ ಹೆಚ್ಚು ಕಸ ಸಂಗ್ರಹ ವಾಹನಗಳು ಕಾರ್ಯನಿರ್ವಹಿಸುತ್ತಿವೆ. ಪ್ರತಿದಿನ 1,000 ಟನ್‌ಗೂ ಹೆಚ್ಚು ತ್ಯಾಜ್ಯ ಸಂಸ್ಕರಣೆಯಾಗುತ್ತಿದೆ. [8,1079,126,1137]
registration-color-chip [399,1152,411,1160]
lead-photo-block [340,126,663,369]
registration-color-chip [414,1152,426,1160]
body-copy-1: ನಗರದ ಬಾಗಲಕೋಟೆ ಮೂಲ ನಿವಾಸಿಗಳು ಹೋಳಿ ಹಬ್ಬವನ್ನು ಸಂಭ್ರಮದಿಂದ ಆಚರಿಸಿದರು. ಸಾಂಪ್ರದಾಯಿಕ ಉಡುಗೆ ತೊಟ್ಟ ಕಲಾವಿದರು ಕಂಸಾಳೆ, ಹಲಗೆ ವಾದ್ಯಗಳೊಂದಿಗೆ ಮೆರವಣಿಗೆ ನಡೆಸಿದರು. ಹಿರಿಯರು ಹಾಗೂ ಮಕ್ಕಳು ಬಣ್ಣ ಎರಚಿ ಸಂತಸ ಹಂಚಿಕೊಂಡರು. ಜಾನಪದ ಕಲೆಗಳ ಪ್ರದರ್ಶನ ನೋಡುಗರ ಗಮನ ಸೆಳೆಯಿತು. ಸಂಘಟಕರು ಮಾತನಾಡಿ, ನಮ್ಮ ಸಂಸ್ಕೃತಿಯನ್ನು ಮುಂದಿನ ಪೀಳಿಗೆಗೆ ತಲುಪಿಸುವ ಉದ್ದೇಶದಿಂದ ಪ್ರತಿವರ್ಷ ಈ ಕಾರ್ಯಕ್ರಮ ಆಯೋಜಿಸುತ್ತಿದ್ದೇವೆ ಎಂದರು. [552,668,656,766]
dateline: ದೊಡ್ಡಬಳ್ಳಾಪುರ: [479,981,514,989]
quote-box-leader-byline: - ನಾಗರಿಕ ವೇದಿಕೆ [899,354,932,362]
kirusuddi-label-2: ಸುದ್ದಿ [106,75,126,90]
lead-sideboxes [787,126,937,369]
story-janapada-col-1 [479,980,591,1145]
lead-subhead-2: ವ್ಯರ್ಥವಾಗದ ಸ್ಥಿತಿ ಕಾವೇರಿಗೆ ಸ್ವಾಗತ [670,149,764,160]
body-copy-1: ನಗರದ ಸಂಚಾರ ದಟ್ಟಣೆ ನಿವಾರಣೆಗಾಗಿ ಉದ್ದೇಶಿಸಲಾಗಿರುವ ಅವಳಿ ಸುರಂಗ ಮಾರ್ಗ ಯೋಜನೆಗೆ ನಾಲ್ಕು ಕಂಪನಿಗಳು ಬಿಡ್ ಸಲ್ಲಿಸಿವೆ. ಹೆಬ್ಬಾಳದಿಂದ ಸಿಲ್ಕ್ ಬೋರ್ಡ್‌ವರೆಗೆ 2.18 ಕಿ.ಮೀ ಉದ್ದದ ಸುರಂಗ ನಿರ್ಮಾಣವಾಗಲಿದೆ. [552,423,671,471]
story-plastic-col-2-body: 2025-ರಿಂದ ಪ್ಲಾಸ್ಟಿಕ್ ಸಂಗ್ರಹಣೆ ಪ್ರಮಾಣ ಶೇ.10ರಷ್ಟು ಹೆಚ್ಚಳವಾಗಿದೆ. ಕಸ ವಿಂಗಡಣೆ ಮಾಡದ ಮನೆಗಳಿಗೆ ದಂಡ ವಿಧಿಸಲು ಕ್ರಮ ಕೈಗೊಳ್ಳಲಾಗಿದೆ. ಸಾರ್ವಜನಿಕರು ಹಸಿ ಮತ್ತು ಒಣ ಕಸವನ್ನು ಪ್ರತ್ಯೇಕಿಸಿ ನೀಡಬೇಕು ಎಂದು ಮನವಿ ಮಾಡಲಾಗಿದೆ. [133,1068,269,1106]
sidebar-story-paddy [8,368,190,544]
body-copy-c: 2024ರ ಬಜೆಟ್‌ನಲ್ಲಿ ಘೋಷಣೆಯಾಗಿದ್ದ ಯೋಜನೆಗೆ ಈಗ ಅಧಿಕೃತ ಅನುಮೋದನೆ ದೊರೆತಿದೆ. ಟೆಂಡರ್ ಪ್ರಕ್ರಿಯೆ ಮುಗಿದ ನಂತರ ಕಾಮಗಾರಿ ಆರಂಭವಾಗಲಿದ್ದು, 100ಕ್ಕೂ ಹೆಚ್ಚು ದಿನಗಳಲ್ಲಿ ಮೊದಲ ಹಂತ ಪೂರ್ಣಗೊಳ್ಳಲಿದೆ ಎಂದು ಅಧಿಕಾರಿಗಳು ವಿವರಿಸಿದ್ದಾರೆ. [670,240,780,288]
dateline: ಬೆಂಗಳೂರು: [552,668,578,676]
